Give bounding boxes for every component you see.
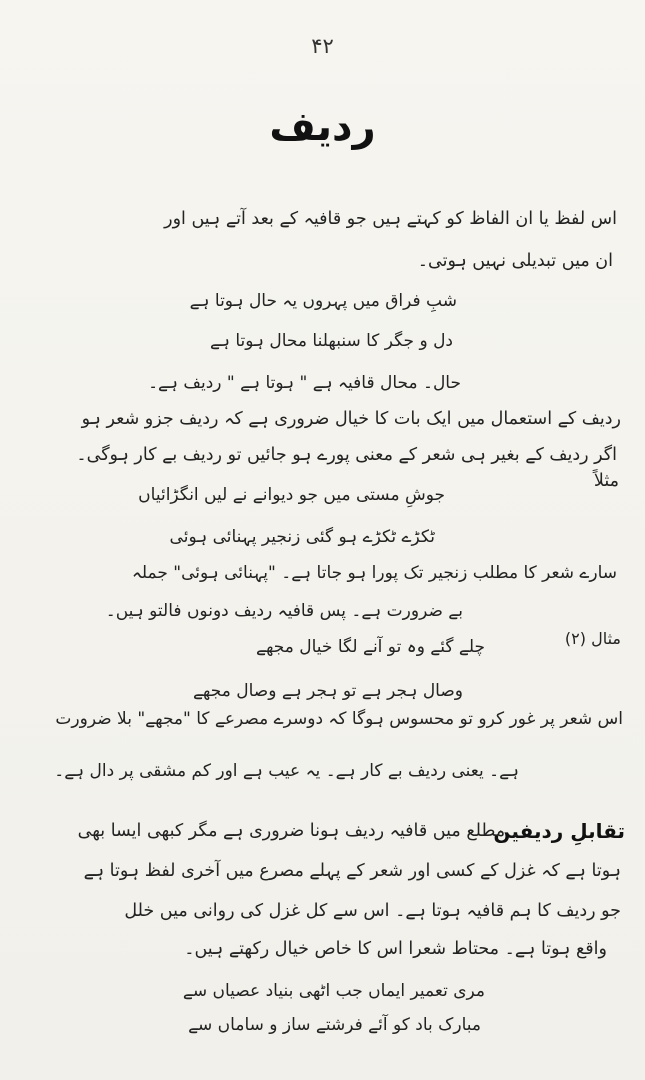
section-heading: تقابلِ ردیفین xyxy=(493,819,625,843)
example-4-line-1: مری تعمیر ایماں جب اٹھی بنیاد عصیاں سے xyxy=(182,981,485,1001)
example-2-line-1: جوشِ مستی میں جو دیوانے نے لیں انگڑائیاں xyxy=(138,485,445,505)
example-3-label: مثال (۲) xyxy=(564,629,621,648)
section-line-3: جو ردیف کا ہم قافیہ ہوتا ہے۔ اس سے کل غزل کی روانی میں خلل xyxy=(124,901,621,921)
example-1-line-2: دل و جگر کا سنبھلنا محال ہوتا ہے xyxy=(210,331,453,351)
example-2-line-2: ٹکڑے ٹکڑے ہو گئی زنجیر پہنائی ہوئی xyxy=(169,527,435,547)
page-number: ۴۲ xyxy=(311,34,334,58)
example-1-note: حال۔ محال قافیہ ہے " ہوتا ہے " ردیف ہے۔ xyxy=(148,373,461,393)
usage-line-2: اگر ردیف کے بغیر ہی شعر کے معنی پورے ہو جائیں تو ردیف بے کار ہوگی۔ xyxy=(76,445,617,465)
example-3-line-1: چلے گئے وہ تو آنے لگا خیال مجھے xyxy=(255,637,485,657)
usage-line-1: ردیف کے استعمال میں ایک بات کا خیال ضروری ہے کہ ردیف جزو شعر ہو xyxy=(81,409,621,429)
usage-line-3: مثلاً xyxy=(593,471,619,491)
example-3-line-2: وصال ہجر ہے تو ہجر ہے وصال مجھے xyxy=(192,681,463,701)
example-3-note-line-2: ہے۔ یعنی ردیف بے کار ہے۔ یہ عیب ہے اور کم مشقی پر دال ہے۔ xyxy=(54,761,519,781)
section-line-2: ہوتا ہے کہ غزل کے کسی اور شعر کے پہلے مصرع میں آخری لفظ ہوتا ہے xyxy=(83,861,621,881)
chapter-title: ردیف xyxy=(269,104,376,150)
definition-line-2: ان میں تبدیلی نہیں ہوتی۔ xyxy=(417,251,613,271)
example-2-note-line-2: بے ضرورت ہے۔ پس قافیہ ردیف دونوں فالتو ہیں۔ xyxy=(105,601,463,621)
example-1-line-1: شبِ فراق میں پہروں یہ حال ہوتا ہے xyxy=(189,291,457,311)
section-line-1: ۔ مطلع میں قافیہ ردیف ہونا ضروری ہے مگر کبھی ایسا بھی xyxy=(77,821,521,841)
section-line-4: واقع ہوتا ہے۔ محتاط شعرا اس کا خاص خیال رکھتے ہیں۔ xyxy=(184,939,607,959)
example-3-note-line-1: اس شعر پر غور کرو تو محسوس ہوگا کہ دوسرے مصرعے کا "مجھے" بلا ضرورت xyxy=(55,709,623,729)
definition-line-1: اس لفظ یا ان الفاظ کو کہتے ہیں جو قافیہ کے بعد آتے ہیں اور xyxy=(164,209,617,229)
example-2-note-line-1: سارے شعر کا مطلب زنجیر تک پورا ہو جاتا ہے۔ "پہنائی ہوئی" جملہ xyxy=(131,563,617,583)
example-4-line-2: مبارک باد کو آئے فرشتے ساز و ساماں سے xyxy=(188,1015,481,1035)
